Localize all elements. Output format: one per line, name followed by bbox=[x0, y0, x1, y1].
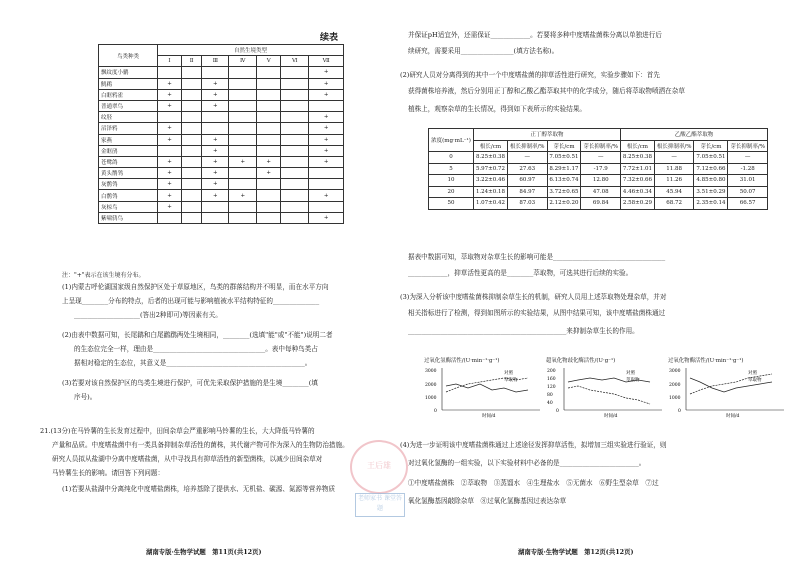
presence-cell: + bbox=[309, 123, 344, 134]
presence-cell bbox=[182, 145, 202, 156]
species-name: 家燕 bbox=[99, 134, 158, 145]
sub-header: 芽长/cm bbox=[547, 140, 581, 152]
presence-cell bbox=[257, 212, 281, 223]
ytick: 120 bbox=[547, 385, 556, 390]
data-cell: 7.05±0.51 bbox=[694, 152, 728, 164]
graph-xlabel: 时间/d bbox=[482, 414, 496, 418]
question-line: 续研究，需要采用________________(填方法名称)。 bbox=[408, 47, 559, 55]
presence-cell bbox=[281, 145, 309, 156]
presence-cell: + bbox=[202, 78, 229, 89]
habitat-col-header: Ⅱ bbox=[182, 56, 202, 67]
legend-ctrl: 对照 bbox=[748, 371, 757, 376]
habitat-col-header: Ⅴ bbox=[257, 56, 281, 67]
presence-cell bbox=[202, 67, 229, 78]
presence-cell: + bbox=[158, 201, 182, 212]
page-footer-left: 湖南专版·生物学试题 第11页(共12页) bbox=[146, 548, 262, 556]
presence-cell bbox=[158, 67, 182, 78]
presence-cell bbox=[182, 67, 202, 78]
graph-pod-title: 过氧化物酶活性/(U·min⁻¹·g⁻¹) bbox=[668, 358, 744, 364]
graph-sod-title: 超氧化物歧化酶活性/(U·g⁻¹) bbox=[546, 358, 616, 364]
ytick: 0 bbox=[556, 409, 559, 414]
presence-cell bbox=[257, 190, 281, 201]
presence-cell: + bbox=[158, 78, 182, 89]
question-line: 据表中数据可知，萃取物对杂草生长的影响可能是__________________________________ bbox=[408, 253, 666, 261]
data-cell: — bbox=[581, 152, 621, 164]
species-name: 白眶鸦雀 bbox=[99, 89, 158, 100]
ytick: 1000 bbox=[669, 396, 681, 401]
presence-cell bbox=[182, 78, 202, 89]
question-line: 并保证pH适宜外，还需保证____________。若要将多种中度嗜盐菌株分离以单独进行后 bbox=[408, 31, 662, 39]
species-name: 纹胫 bbox=[99, 112, 158, 123]
ytick: 0 bbox=[434, 409, 437, 414]
data-cell: 0 bbox=[429, 152, 474, 164]
habitat-col-header: Ⅰ bbox=[158, 56, 182, 67]
table-row bbox=[99, 134, 344, 145]
presence-cell: + bbox=[202, 168, 229, 179]
presence-cell: + bbox=[202, 156, 229, 167]
data-cell: 4.85±0.80 bbox=[694, 175, 728, 187]
habitat-col-header: Ⅶ bbox=[309, 56, 344, 67]
habitat-col-header: Ⅳ bbox=[229, 56, 257, 67]
presence-cell bbox=[182, 100, 202, 111]
presence-cell bbox=[281, 156, 309, 167]
presence-cell bbox=[229, 168, 257, 179]
data-cell: -17.9 bbox=[581, 163, 621, 175]
table-row bbox=[99, 67, 344, 78]
species-name: 金眶鸻 bbox=[99, 145, 158, 156]
presence-cell: + bbox=[309, 78, 344, 89]
data-cell: 8.25±0.38 bbox=[474, 152, 508, 164]
presence-cell: + bbox=[202, 190, 229, 201]
table-row bbox=[429, 163, 768, 175]
presence-cell bbox=[257, 100, 281, 111]
presence-cell: + bbox=[229, 156, 257, 167]
presence-cell bbox=[202, 112, 229, 123]
sub-header: 芽长抑制率/% bbox=[728, 140, 768, 152]
presence-cell: + bbox=[202, 134, 229, 145]
presence-cell bbox=[257, 112, 281, 123]
species-name: 鹪鹛 bbox=[99, 78, 158, 89]
ethyl-acetate-header: 乙酸乙酯萃取物 bbox=[621, 129, 768, 141]
species-name: 白鹡鸰 bbox=[99, 190, 158, 201]
presence-cell: + bbox=[257, 156, 281, 167]
presence-cell: + bbox=[202, 145, 229, 156]
presence-cell: + bbox=[158, 190, 182, 201]
data-cell: 11.88 bbox=[654, 163, 694, 175]
species-name: 紫啸鸫鸟 bbox=[99, 212, 158, 223]
presence-cell: + bbox=[309, 212, 344, 223]
presence-cell bbox=[229, 112, 257, 123]
sub-header: 芽长/cm bbox=[694, 140, 728, 152]
ytick: 40 bbox=[547, 401, 553, 406]
data-cell: 6.13±0.74 bbox=[547, 175, 581, 187]
graph-xlabel: 时间/d bbox=[726, 414, 740, 418]
question-line: (3)若要对该自然保护区的鸟类生境进行保护，可优先采取保护措施的是生境________(填 bbox=[62, 379, 318, 387]
presence-cell bbox=[257, 89, 281, 100]
presence-cell bbox=[281, 212, 309, 223]
presence-cell: + bbox=[202, 89, 229, 100]
presence-cell: + bbox=[257, 168, 281, 179]
presence-cell bbox=[309, 201, 344, 212]
presence-cell bbox=[257, 123, 281, 134]
presence-cell bbox=[229, 145, 257, 156]
presence-cell: + bbox=[158, 156, 182, 167]
data-cell: 45.94 bbox=[654, 186, 694, 198]
ytick: 160 bbox=[547, 377, 556, 382]
legend-ext: 萃取物 bbox=[626, 378, 640, 383]
presence-cell bbox=[309, 179, 344, 190]
graph-pod bbox=[668, 356, 786, 422]
habitat-header: 自然生境类型 bbox=[158, 45, 344, 56]
data-cell: 7.05±0.51 bbox=[547, 152, 581, 164]
legend-ext: 萃取物 bbox=[504, 378, 518, 383]
data-cell: 7.12±0.66 bbox=[694, 163, 728, 175]
presence-cell bbox=[257, 134, 281, 145]
data-cell: — bbox=[507, 152, 547, 164]
presence-cell bbox=[182, 190, 202, 201]
data-cell: 68.72 bbox=[654, 198, 694, 210]
data-cell: 66.57 bbox=[728, 198, 768, 210]
species-name: 灰鹡鸰 bbox=[99, 179, 158, 190]
presence-cell bbox=[257, 201, 281, 212]
table-row bbox=[429, 186, 768, 198]
presence-cell: + bbox=[158, 134, 182, 145]
continued-label: 续表 bbox=[320, 33, 339, 43]
graph-pod-plot bbox=[668, 364, 786, 418]
data-cell: 1.24±0.18 bbox=[474, 186, 508, 198]
sub-header: 根长/cm bbox=[621, 140, 655, 152]
ytick: 2000 bbox=[425, 383, 437, 388]
data-cell: 12.80 bbox=[581, 175, 621, 187]
page-footer-right: 湖南专版·生物学试题 第12页(共12页) bbox=[518, 548, 634, 556]
data-cell: 47.08 bbox=[581, 186, 621, 198]
presence-cell bbox=[182, 134, 202, 145]
presence-cell bbox=[309, 100, 344, 111]
presence-cell: + bbox=[309, 89, 344, 100]
right-page bbox=[400, 0, 800, 565]
species-name: 黄头鹡鸰 bbox=[99, 168, 158, 179]
species-name: 普通翠鸟 bbox=[99, 100, 158, 111]
presence-cell bbox=[257, 78, 281, 89]
ytick: 1000 bbox=[425, 396, 437, 401]
data-cell: 31.01 bbox=[728, 175, 768, 187]
stamp-box: 老师家书 课堂答题 bbox=[355, 493, 405, 517]
conc-header: 浓度(mg·mL⁻¹) bbox=[429, 129, 474, 152]
question-line: 氧化氢酶基因敲除杂草 ⑧过氧化氢酶基因过表达杂草 bbox=[408, 497, 567, 505]
habitat-col-header: Ⅲ bbox=[202, 56, 229, 67]
presence-cell bbox=[281, 179, 309, 190]
data-cell: 7.32±0.66 bbox=[621, 175, 655, 187]
presence-cell bbox=[202, 123, 229, 134]
table-row bbox=[429, 175, 768, 187]
presence-cell bbox=[229, 201, 257, 212]
butanol-header: 正丁醇萃取物 bbox=[474, 129, 621, 141]
presence-cell bbox=[182, 201, 202, 212]
question-line: 产量和品质。中度嗜盐菌中有一类具备抑制杂草活性的菌株，其代谢产物可作为深入的生物防治措施。 bbox=[52, 441, 349, 449]
presence-cell bbox=[281, 100, 309, 111]
presence-cell bbox=[158, 112, 182, 123]
table-row bbox=[429, 198, 768, 210]
data-cell: 10 bbox=[429, 175, 474, 187]
table-row bbox=[99, 201, 344, 212]
legend-ctrl: 对照 bbox=[504, 371, 513, 376]
data-cell: 3.72±0.65 bbox=[547, 186, 581, 198]
question-line: 对过氧化氢酶的一组实验，以下实验材料中必备的是________________________。 bbox=[408, 459, 646, 467]
graph-cat-plot bbox=[424, 364, 542, 418]
question-line: 植株上，观察杂草的生长情况，得到如下表所示的实验结果。 bbox=[408, 105, 587, 113]
presence-cell bbox=[281, 123, 309, 134]
presence-cell bbox=[281, 190, 309, 201]
question-line: (2)研究人员对分离得到的其中一个中度嗜盐菌的抑草活性进行研究，实验步骤如下：首先 bbox=[400, 71, 660, 79]
question-line: (1)若要从盐湖中分离纯化中度嗜盐菌株，培养基除了提供水、无机盐、碳源、氮源等营养物质 bbox=[62, 485, 336, 493]
species-name: 灰椋鸟 bbox=[99, 201, 158, 212]
data-cell: 5 bbox=[429, 163, 474, 175]
data-cell: 3.51±0.29 bbox=[694, 186, 728, 198]
presence-cell: + bbox=[309, 145, 344, 156]
presence-cell bbox=[158, 212, 182, 223]
table-row bbox=[99, 212, 344, 223]
table-row bbox=[99, 123, 344, 134]
watermark-seal: 王后雄 bbox=[350, 440, 408, 494]
question-line: ____________，抑草活性更高的是________萃取物，可选其进行后续的实验。 bbox=[408, 269, 633, 277]
data-cell: 2.12±0.20 bbox=[547, 198, 581, 210]
data-cell: 3.22±0.46 bbox=[474, 175, 508, 187]
question-line: 研究人员拟从盐湖中分离中度嗜盐菌，从中寻找具有抑草活性的新型菌株，以减少田间杂草对 bbox=[52, 455, 323, 463]
data-cell: 11.26 bbox=[654, 175, 694, 187]
presence-cell bbox=[182, 156, 202, 167]
presence-cell bbox=[182, 123, 202, 134]
legend-ctrl: 对照 bbox=[626, 371, 635, 376]
graph-cat bbox=[424, 356, 542, 422]
graph-sod-plot bbox=[546, 364, 664, 418]
presence-cell: + bbox=[202, 179, 229, 190]
ytick: 3000 bbox=[669, 369, 681, 374]
presence-cell: + bbox=[229, 190, 257, 201]
presence-cell bbox=[229, 78, 257, 89]
question-line: 马铃薯生长的影响。请回答下列问题： bbox=[52, 469, 165, 477]
presence-cell: + bbox=[158, 89, 182, 100]
species-name: 苍鹭鸽 bbox=[99, 156, 158, 167]
data-cell: 2.35±0.14 bbox=[694, 198, 728, 210]
presence-cell: + bbox=[158, 179, 182, 190]
table-row bbox=[99, 168, 344, 179]
table-row bbox=[99, 156, 344, 167]
presence-cell: + bbox=[202, 100, 229, 111]
ytick: 80 bbox=[547, 393, 553, 398]
sub-header: 芽长抑制率/% bbox=[581, 140, 621, 152]
table-row bbox=[99, 78, 344, 89]
presence-cell: + bbox=[158, 168, 182, 179]
question-line: 的生态位完全一样，理由是__________________________________。表中每种鸟类占 bbox=[74, 345, 318, 353]
sub-header: 根长/cm bbox=[474, 140, 508, 152]
data-cell: 69.84 bbox=[581, 198, 621, 210]
presence-cell bbox=[257, 67, 281, 78]
presence-cell bbox=[182, 168, 202, 179]
data-cell: 8.25±0.38 bbox=[621, 152, 655, 164]
question-line: 获得菌株培养液，然后分别用正丁醇和乙酸乙酯萃取其中的化学成分，随后将萃取物喷洒在杂草 bbox=[408, 87, 685, 95]
presence-cell bbox=[281, 134, 309, 145]
table-row bbox=[99, 89, 344, 100]
table-note: 注："+"表示在该生境有分布。 bbox=[62, 272, 145, 279]
habitat-col-header: Ⅵ bbox=[281, 56, 309, 67]
presence-cell bbox=[257, 145, 281, 156]
presence-cell bbox=[182, 212, 202, 223]
presence-cell: + bbox=[309, 112, 344, 123]
question-line: 上呈现________分布的特点，后者的出现可能与影响植被水平结构特征的______________ bbox=[62, 297, 320, 305]
question-line: 据相对稳定的生态位，其意义是__________________________________________。 bbox=[74, 359, 312, 367]
data-cell: 7.72±1.01 bbox=[621, 163, 655, 175]
presence-cell bbox=[229, 67, 257, 78]
presence-cell bbox=[281, 67, 309, 78]
graph-xlabel: 时间/d bbox=[604, 414, 618, 418]
question-line: 相关指标进行了检测，得到如图所示的实验结果，从图中结果可知，该中度嗜盐菌株通过 bbox=[408, 309, 666, 317]
species-name: 沼泽鸦 bbox=[99, 123, 158, 134]
table-row bbox=[99, 190, 344, 201]
ytick: 0 bbox=[678, 409, 681, 414]
question-line: (4)为进一步证明该中度嗜盐菌株通过上述途径发挥抑草活性，拟增加三组实验进行验证，则 bbox=[400, 441, 667, 449]
data-cell: 4.46±0.34 bbox=[621, 186, 655, 198]
question-line: 序号)。 bbox=[74, 393, 97, 401]
ytick: 3000 bbox=[425, 369, 437, 374]
presence-cell: + bbox=[309, 156, 344, 167]
presence-cell bbox=[202, 212, 229, 223]
data-cell: 84.97 bbox=[507, 186, 547, 198]
legend-ext: 萃取物 bbox=[748, 378, 762, 383]
presence-cell: + bbox=[309, 190, 344, 201]
table-row bbox=[429, 152, 768, 164]
data-cell: 8.29±1.17 bbox=[547, 163, 581, 175]
presence-cell bbox=[257, 179, 281, 190]
question-line: (2)由表中数据可知，长尾鹟和白尾鹳鹛两处生境相同，________(选填"能"或"不能")说明二者 bbox=[62, 331, 333, 339]
data-cell: 20 bbox=[429, 186, 474, 198]
table-row bbox=[99, 112, 344, 123]
ytick: 2000 bbox=[669, 383, 681, 388]
data-cell: 2.58±0.29 bbox=[621, 198, 655, 210]
presence-cell: + bbox=[158, 123, 182, 134]
presence-cell bbox=[182, 112, 202, 123]
table-row bbox=[99, 179, 344, 190]
presence-cell bbox=[182, 89, 202, 100]
presence-cell bbox=[281, 168, 309, 179]
table-row bbox=[99, 100, 344, 111]
data-cell: 5.97±0.72 bbox=[474, 163, 508, 175]
ytick: 200 bbox=[547, 369, 556, 374]
presence-cell: + bbox=[158, 100, 182, 111]
presence-cell bbox=[281, 78, 309, 89]
presence-cell bbox=[229, 89, 257, 100]
data-cell: 50.07 bbox=[728, 186, 768, 198]
sub-header: 根长抑制率/% bbox=[654, 140, 694, 152]
presence-cell bbox=[229, 100, 257, 111]
data-cell: 27.63 bbox=[507, 163, 547, 175]
presence-cell bbox=[182, 179, 202, 190]
question-line: 21.(13分)在马铃薯的生长发育过程中，田间杂草会严重影响马铃薯的生长，大大降低马铃薯的 bbox=[40, 427, 315, 435]
extract-result-table bbox=[428, 128, 768, 210]
data-cell: -1.28 bbox=[728, 163, 768, 175]
data-cell: 87.03 bbox=[507, 198, 547, 210]
question-line: ①中度嗜盐菌株 ②萃取物 ③蒸馏水 ④生理盐水 ⑤无菌水 ⑥野生型杂草 ⑦过 bbox=[408, 479, 659, 487]
presence-cell bbox=[202, 201, 229, 212]
presence-cell bbox=[281, 89, 309, 100]
table-row bbox=[99, 145, 344, 156]
graph-sod bbox=[546, 356, 664, 422]
data-cell: 1.07±0.42 bbox=[474, 198, 508, 210]
presence-cell: + bbox=[309, 134, 344, 145]
data-cell: — bbox=[654, 152, 694, 164]
question-line: ________________________________________________来抑制杂草生长的作用。 bbox=[408, 327, 639, 335]
presence-cell bbox=[229, 134, 257, 145]
question-line: (1)内蒙古呼伦湖国家级自然保护区处于草原地区，鸟类的群落结构并不明显，而在水平方向 bbox=[62, 283, 329, 291]
sub-header: 根长抑制率/% bbox=[507, 140, 547, 152]
presence-cell bbox=[229, 212, 257, 223]
presence-cell bbox=[229, 179, 257, 190]
species-name: 飘纹度小鹟 bbox=[99, 67, 158, 78]
presence-cell bbox=[309, 168, 344, 179]
species-header: 鸟类种类 bbox=[99, 45, 158, 67]
presence-cell bbox=[158, 145, 182, 156]
data-cell: 50 bbox=[429, 198, 474, 210]
presence-cell: + bbox=[309, 67, 344, 78]
data-cell: — bbox=[728, 152, 768, 164]
question-line: ____________________(答出2种即可)等因素有关。 bbox=[74, 311, 222, 319]
presence-cell bbox=[281, 112, 309, 123]
presence-cell bbox=[281, 201, 309, 212]
graph-cat-title: 过氧化氢酶活性/(U·min⁻¹·g⁻¹) bbox=[424, 358, 500, 364]
question-line: (3)为深入分析该中度嗜盐菌株抑制杂草生长的机制，研究人员用上述萃取物处理杂草，并对 bbox=[400, 293, 667, 301]
bird-habitat-table bbox=[98, 44, 344, 224]
data-cell: 60.97 bbox=[507, 175, 547, 187]
presence-cell bbox=[229, 123, 257, 134]
